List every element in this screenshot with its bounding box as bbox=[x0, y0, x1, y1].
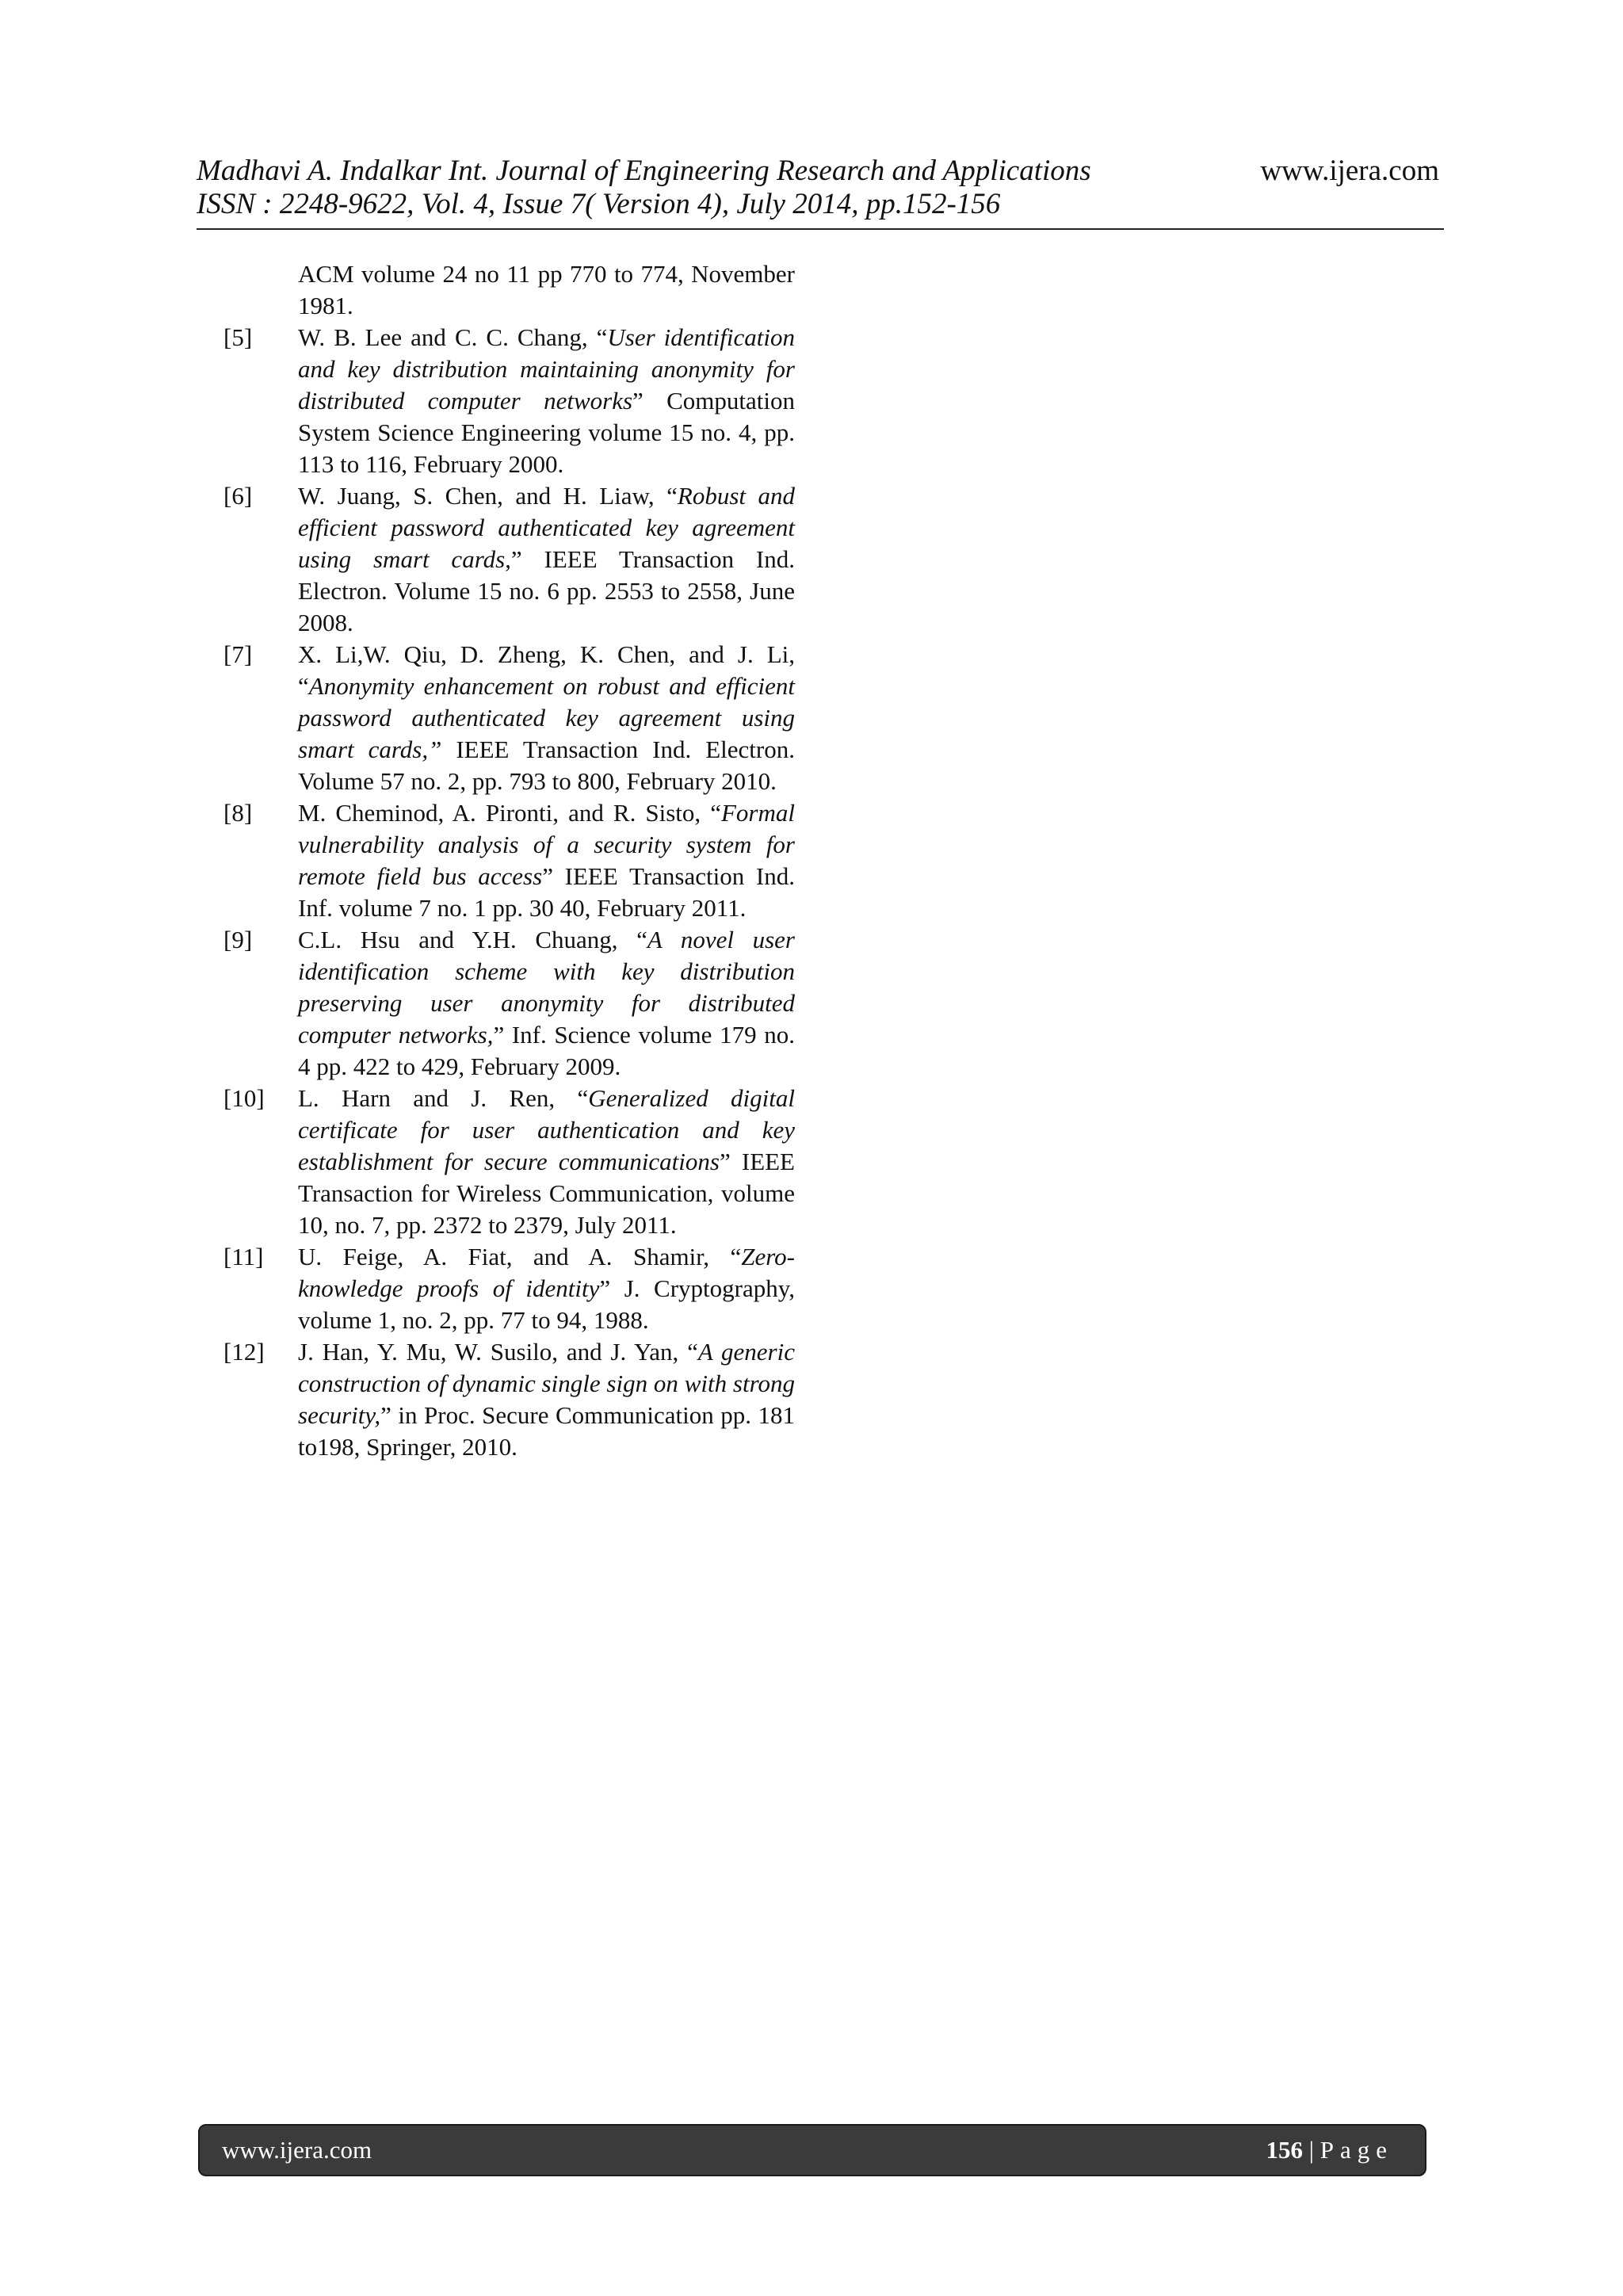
reference-number bbox=[197, 258, 298, 322]
page-footer bbox=[198, 2124, 1426, 2176]
reference-title: Robust and efficient password authenticated key agreement using smart cards, bbox=[298, 482, 795, 573]
page-word: Page bbox=[1319, 2136, 1393, 2164]
reference-authors: L. Harn and J. Ren, “ bbox=[298, 1084, 589, 1112]
reference-authors: W. Juang, S. Chen, and H. Liaw, “ bbox=[298, 482, 678, 510]
reference-item-9 bbox=[197, 924, 795, 1083]
reference-number: [9] bbox=[223, 926, 253, 953]
reference-item-11 bbox=[197, 1241, 795, 1336]
reference-text bbox=[298, 797, 795, 924]
reference-text bbox=[298, 322, 795, 480]
header-issn-line: ISSN : 2248-9622, Vol. 4, Issue 7( Version 4), July 2014, pp.152-156 bbox=[197, 188, 1001, 220]
running-header bbox=[197, 152, 1444, 230]
reference-number: [8] bbox=[223, 799, 253, 827]
reference-authors: U. Feige, A. Fiat, and A. Shamir, “ bbox=[298, 1243, 742, 1270]
reference-number: [12] bbox=[223, 1338, 265, 1366]
header-website: www.ijera.com bbox=[1260, 155, 1439, 187]
reference-number: [5] bbox=[223, 323, 253, 351]
reference-title: User identification and key distribution maintaining anonymity for distributed computer networks bbox=[298, 323, 795, 415]
reference-number: [7] bbox=[223, 640, 253, 668]
reference-source: ” IEEE Transaction Ind. Inf. volume 7 no. 1 pp. 30 40, February 2011. bbox=[298, 862, 796, 922]
reference-source: ” IEEE Transaction for Wireless Communication, volume 10, no. 7, pp. 2372 to 2379, July 2011. bbox=[298, 1148, 795, 1239]
reference-title: Generalized digital certificate for user authentication and key establishment for secure communications bbox=[298, 1084, 795, 1175]
footer-website: www.ijera.com bbox=[222, 2136, 372, 2164]
reference-number: [10] bbox=[223, 1084, 265, 1112]
header-journal-line: Madhavi A. Indalkar Int. Journal of Engineering Research and Applications bbox=[197, 155, 1091, 187]
reference-text bbox=[298, 258, 795, 322]
reference-source: IEEE Transaction Ind. Electron. Volume 57 no. 2, pp. 793 to 800, February 2010. bbox=[298, 735, 795, 795]
reference-source: ” in Proc. Secure Communication pp. 181 to198, Springer, 2010. bbox=[298, 1401, 795, 1461]
reference-authors: X. Li,W. Qiu, D. Zheng, K. Chen, and J. Li, “ bbox=[298, 640, 795, 700]
reference-text bbox=[298, 639, 795, 797]
reference-item-7 bbox=[197, 639, 795, 797]
reference-authors: W. B. Lee and C. C. Chang, “ bbox=[298, 323, 608, 351]
footer-separator: | bbox=[1303, 2136, 1320, 2164]
reference-source: ” J. Cryptography, volume 1, no. 2, pp. 77 to 94, 1988. bbox=[298, 1274, 795, 1334]
reference-title: A novel user identification scheme with key distribution preserving user anonymity for distributed computer networks, bbox=[298, 926, 795, 1049]
reference-text bbox=[298, 480, 795, 639]
page-number: 156 bbox=[1266, 2136, 1304, 2164]
reference-authors: J. Han, Y. Mu, W. Susilo, and J. Yan, “ bbox=[298, 1338, 698, 1366]
reference-item-5 bbox=[197, 322, 795, 480]
reference-number: [6] bbox=[223, 482, 253, 510]
reference-source: ” Inf. Science volume 179 no. 4 pp. 422 to 429, February 2009. bbox=[298, 1021, 795, 1080]
reference-item-10 bbox=[197, 1083, 795, 1241]
reference-text bbox=[298, 924, 795, 1083]
footer-page-indicator bbox=[1266, 2126, 1393, 2175]
reference-authors: ACM volume 24 no 11 pp 770 to 774, November 1981. bbox=[298, 260, 795, 319]
reference-item-cont bbox=[197, 258, 795, 322]
reference-item-12 bbox=[197, 1336, 795, 1463]
reference-source: ” IEEE Transaction Ind. Electron. Volume 15 no. 6 pp. 2553 to 2558, June 2008. bbox=[298, 545, 795, 636]
reference-title: A generic construction of dynamic single sign on with strong security, bbox=[298, 1338, 795, 1429]
reference-text bbox=[298, 1241, 795, 1336]
reference-item-8 bbox=[197, 797, 795, 924]
reference-title: Formal vulnerability analysis of a security system for remote field bus access bbox=[298, 799, 795, 890]
reference-text bbox=[298, 1083, 795, 1241]
reference-title: Zero-knowledge proofs of identity bbox=[298, 1243, 795, 1302]
reference-item-6 bbox=[197, 480, 795, 639]
reference-authors: C.L. Hsu and Y.H. Chuang, “ bbox=[298, 926, 647, 953]
reference-title: Anonymity enhancement on robust and efficient password authenticated key agreement using smart cards,” bbox=[298, 672, 795, 763]
reference-text bbox=[298, 1336, 795, 1463]
reference-list bbox=[197, 258, 795, 1463]
reference-source: ” Computation System Science Engineering volume 15 no. 4, pp. 113 to 116, February 2000. bbox=[298, 387, 795, 478]
reference-number: [11] bbox=[223, 1243, 264, 1270]
reference-authors: M. Cheminod, A. Pironti, and R. Sisto, “ bbox=[298, 799, 721, 827]
